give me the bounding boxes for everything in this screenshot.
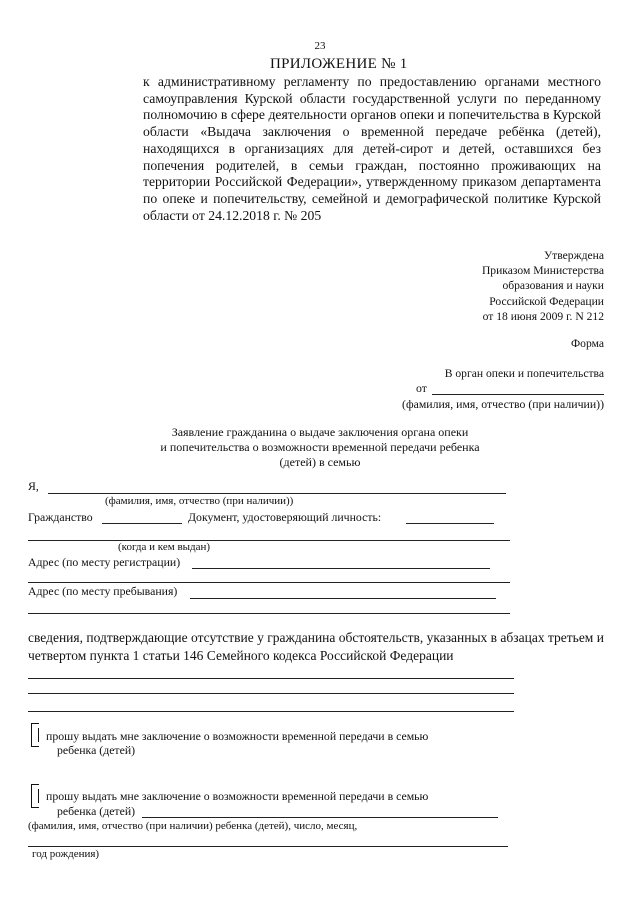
option2-text-line2: ребенка (детей) — [57, 804, 136, 818]
citizenship-label: Гражданство — [28, 510, 93, 524]
statement-text: сведения, подтверждающие отсутствие у гражданина обстоятельств, указанных в абзацах третьем и четвертом пункта 1 статьи 146 Семейного кодекса Российской Федерации — [28, 630, 604, 663]
i-label: Я, — [28, 479, 39, 493]
approval-line: от 18 июня 2009 г. N 212 — [482, 309, 604, 323]
approval-line: Утверждена — [543, 249, 604, 262]
page-number: 23 — [314, 40, 326, 52]
document-label: Документ, удостоверяющий личность: — [188, 510, 382, 524]
addressee-to: В орган опеки и попечительства — [444, 367, 604, 380]
approval-line: Российской Федерации — [489, 294, 604, 308]
appendix-heading: ПРИЛОЖЕНИЕ № 1 — [270, 56, 408, 72]
issued-caption: (когда и кем выдан) — [118, 541, 211, 553]
addressee-caption: (фамилия, имя, отчество (при наличии)) — [402, 397, 604, 411]
checkbox-mark — [38, 728, 39, 742]
option2-caption1: (фамилия, имя, отчество (при наличии) ребенка (детей), число, месяц, — [28, 820, 358, 832]
checkbox-mark — [38, 789, 39, 803]
statement-line[interactable] — [28, 678, 514, 679]
approval-block — [482, 248, 604, 324]
option1-text-line1: прошу выдать мне заключение о возможности временной передачи в семью — [46, 729, 429, 743]
stay-line[interactable] — [190, 598, 496, 599]
document-line[interactable] — [406, 523, 494, 524]
approval-line: образования и науки — [502, 279, 604, 293]
registration-label: Адрес (по месту регистрации) — [28, 555, 181, 569]
form-title — [0, 425, 640, 470]
document-details-line[interactable] — [28, 540, 510, 541]
stay-label: Адрес (по месту пребывания) — [28, 584, 178, 598]
birthdate-line[interactable] — [28, 846, 508, 847]
registration-line-2[interactable] — [28, 582, 510, 583]
registration-line[interactable] — [192, 568, 490, 569]
statement-line[interactable] — [28, 693, 514, 694]
title-line: (детей) в семью — [279, 455, 361, 469]
approval-line: Приказом Министерства — [481, 264, 604, 278]
citizenship-line[interactable] — [102, 523, 182, 524]
statement-line[interactable] — [28, 711, 514, 712]
title-line: и попечительства о возможности временной передачи ребенка — [160, 440, 480, 454]
addressee-from-line[interactable] — [432, 394, 604, 395]
title-line: Заявление гражданина о выдаче заключения органа опеки — [171, 425, 469, 439]
applicant-name-line[interactable] — [48, 493, 506, 494]
option2-text-line1: прошу выдать мне заключение о возможности временной передачи в семью — [46, 789, 429, 803]
option1-text-line2: ребенка (детей) — [57, 743, 136, 757]
stay-line-2[interactable] — [28, 613, 510, 614]
addressee-from-label: от — [416, 381, 427, 395]
option2-caption2: год рождения) — [32, 848, 100, 860]
form-label: Форма — [571, 337, 604, 350]
appendix-text: к административному регламенту по предоставлению органами местного самоуправления Курской области государственной услуги по переданному полномочию в сфере деятельности органов опеки и попечительства в Курской области «Выдача заключения о временной передаче ребёнка (детей), находящихся в организациях для детей-сирот и детей, оставшихся без попечения родителей, в семьи граждан, постоянно проживающих на территории Российской Федерации», утвержденному приказом департамента по опеке и попечительству, семейной и демографической политике Курской области от 24.12.2018 г. № 205 — [143, 74, 601, 223]
child-name-line[interactable] — [142, 817, 498, 818]
name-caption: (фамилия, имя, отчество (при наличии)) — [105, 495, 294, 507]
